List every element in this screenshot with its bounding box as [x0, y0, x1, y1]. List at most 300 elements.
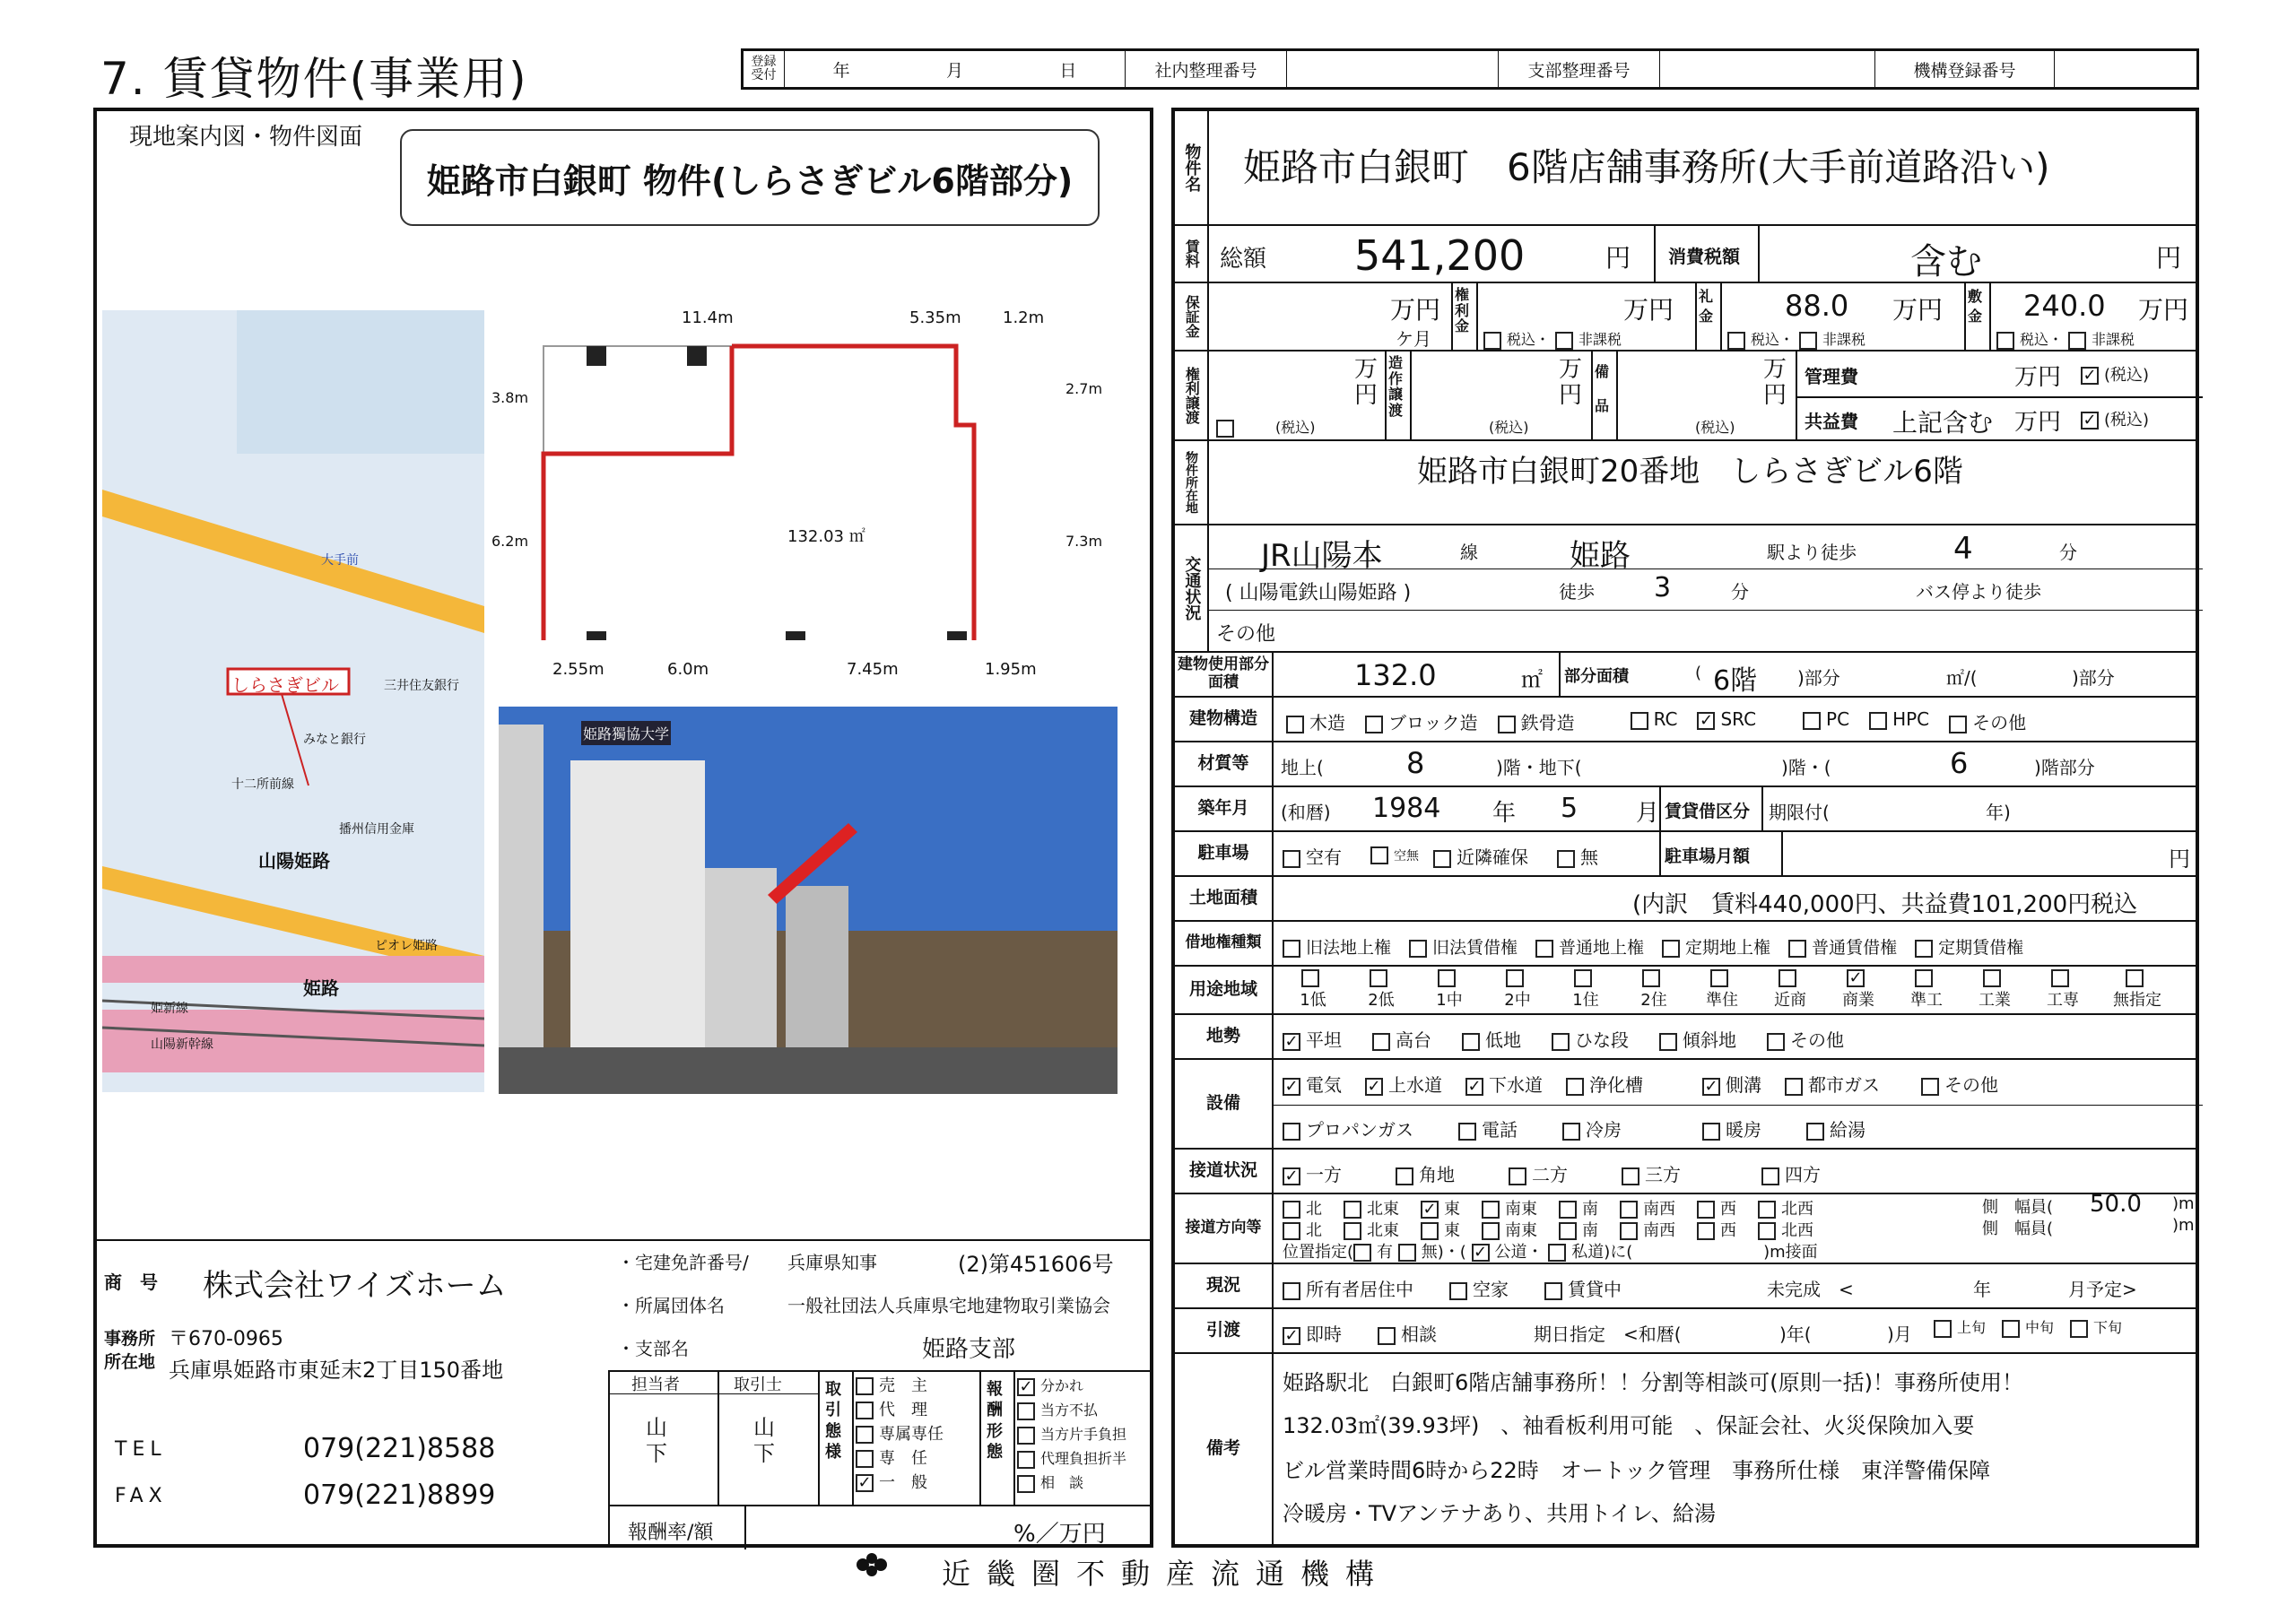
leasehold-opt-1: 旧法賃借権	[1432, 938, 1518, 958]
row-area: 建物使用部分面積 132.0 ㎡ 部分面積 ( 6階 )部分 ㎡/( )部分	[1175, 653, 2196, 698]
sen-label: 線	[1460, 542, 1478, 563]
office-label-1: 事務所	[104, 1329, 156, 1349]
rei-zeikomi: 税込・	[1751, 331, 1795, 348]
rei-man: 万円	[1892, 295, 1944, 325]
private-road: 私道)に(	[1571, 1243, 1633, 1262]
dir2-cb-6[interactable]	[1697, 1222, 1715, 1240]
leasehold-cb-0[interactable]	[1283, 940, 1300, 958]
equip1-cb-0[interactable]: ✓	[1283, 1078, 1300, 1096]
above-label: 地上(	[1281, 757, 1324, 778]
hoshu-cb-1[interactable]	[1017, 1402, 1035, 1420]
transfer-zeikomi: (税込)	[1275, 419, 1316, 436]
zoning-cb-7[interactable]	[1779, 969, 1796, 987]
mikansei-yotei: 月予定>	[2068, 1279, 2137, 1300]
association-name: 一般社団法人兵庫県宅地建物取引業協会	[787, 1295, 1110, 1316]
jo-cb[interactable]	[1934, 1320, 1952, 1338]
row-status	[1175, 1264, 2196, 1309]
road-cb-1[interactable]	[1396, 1167, 1413, 1185]
company-zip: 〒670-0965	[169, 1328, 283, 1350]
reg-year: 年	[832, 60, 850, 81]
walk-label: 駅より徒歩	[1767, 542, 1857, 563]
zoning-opt-4: 1住	[1572, 991, 1599, 1010]
org-no-field[interactable]	[2055, 51, 2196, 87]
structure-cb-4[interactable]: ✓	[1697, 712, 1715, 730]
road-opt-0: 一方	[1306, 1164, 1342, 1185]
parking-cb-3[interactable]	[1557, 850, 1575, 868]
zoning-cb-5[interactable]	[1642, 969, 1660, 987]
zoning-opt-8: 商業	[1842, 991, 1874, 1010]
internal-no-field[interactable]	[1287, 51, 1499, 87]
leasehold-cb-5[interactable]	[1915, 940, 1933, 958]
deposit-kagetsu: ケ月	[1396, 328, 1431, 350]
dir2-opt-6: 西	[1720, 1221, 1736, 1240]
structure-cb-1[interactable]	[1365, 716, 1383, 733]
delivery-cb-0[interactable]: ✓	[1283, 1327, 1300, 1345]
row-terrain	[1175, 1015, 2196, 1060]
dim-left-1: 3.8m	[491, 389, 529, 406]
dir2-opt-4: 南	[1582, 1221, 1598, 1240]
row-equip	[1175, 1060, 2196, 1150]
dir1-opt-1: 北東	[1367, 1200, 1399, 1219]
hoshu-cb-3[interactable]	[1017, 1451, 1035, 1469]
traffic-other: その他	[1216, 623, 1276, 646]
dir2-cb-1[interactable]	[1344, 1222, 1361, 1240]
above-floors: 8	[1406, 746, 1425, 780]
road-cb-2[interactable]	[1509, 1167, 1526, 1185]
zoning-label: 用途地域	[1175, 967, 1274, 1013]
material-label: 材質等	[1175, 742, 1274, 785]
alt-min-unit: 分	[1731, 581, 1749, 603]
right-panel	[1171, 108, 2199, 1548]
terrain-cb-1[interactable]	[1372, 1033, 1390, 1051]
row-name	[1175, 111, 2196, 226]
equip1-cb-4[interactable]: ✓	[1702, 1078, 1720, 1096]
part-bubun-2: )部分	[2072, 667, 2115, 689]
row-built	[1175, 787, 2196, 832]
status-cb-1[interactable]	[1449, 1282, 1467, 1300]
hoshu-opt-2: 当方片手負担	[1040, 1426, 1127, 1443]
reg-label-1: 登録	[751, 54, 777, 69]
total-yen: 円	[1605, 243, 1631, 273]
shiki-hikazei: 非課税	[2092, 331, 2135, 348]
row-parking	[1175, 832, 2196, 877]
leasehold-opt-3: 定期地上権	[1685, 938, 1771, 958]
equip2-cb-4[interactable]	[1806, 1123, 1824, 1141]
map-otemae-label: 大手前	[321, 553, 359, 568]
license-label: ・宅建免許番号/	[617, 1252, 749, 1273]
rent-label: 賃料	[1175, 226, 1209, 282]
zoning-opt-2: 1中	[1436, 991, 1463, 1010]
zoning-opt-10: 工業	[1979, 991, 2011, 1010]
dir2-opt-2: 東	[1444, 1221, 1460, 1240]
hoshu-cb-4[interactable]	[1017, 1475, 1035, 1493]
leasehold-opt-4: 普通賃借権	[1812, 938, 1898, 958]
row-rent	[1175, 226, 2196, 283]
built-label: 築年月	[1175, 787, 1274, 830]
organization-logo-icon	[852, 1551, 891, 1578]
dir2-cb-5[interactable]	[1620, 1222, 1638, 1240]
dir1-opt-3: 南東	[1505, 1200, 1537, 1219]
tax-label: 消費税額	[1668, 246, 1740, 267]
torihiki-cb-3[interactable]	[856, 1450, 874, 1468]
structure-cb-2[interactable]	[1498, 716, 1516, 733]
built-month: 5	[1561, 793, 1578, 824]
equip2-opt-4: 給湯	[1830, 1119, 1866, 1141]
terrain-opt-4: 傾斜地	[1683, 1029, 1736, 1051]
ge-cb[interactable]	[2070, 1320, 2088, 1338]
row-material	[1175, 742, 2196, 787]
shiki-value: 240.0	[2023, 289, 2106, 323]
direction-label: 接道方向等	[1175, 1194, 1274, 1263]
map-mitsui-label: 三井住友銀行	[384, 679, 459, 693]
map-building-label: しらさぎビル	[231, 674, 339, 696]
parking-cb-1[interactable]	[1370, 846, 1388, 864]
kyoeki-value: 上記含む	[1892, 408, 1994, 438]
reg-month: 月	[945, 60, 963, 81]
parking-opt-1: 空無	[1394, 849, 1419, 864]
dir1-cb-4[interactable]	[1559, 1201, 1577, 1219]
mikansei-label: 未完成 <	[1767, 1279, 1854, 1300]
parking-cb-2[interactable]	[1433, 850, 1451, 868]
remarks-label: 備考	[1175, 1354, 1274, 1544]
mikansei-nen: 年	[1973, 1279, 1991, 1300]
rei-value: 88.0	[1785, 289, 1849, 323]
dim-bottom-2: 6.0m	[667, 660, 709, 679]
built-nen: 年	[1492, 800, 1517, 827]
parking-opt-2: 近隣確保	[1457, 846, 1528, 868]
structure-opt-5: PC	[1826, 708, 1850, 730]
structure-cb-5[interactable]	[1803, 712, 1821, 730]
equip2-opt-0: プロパンガス	[1306, 1119, 1413, 1141]
row-deposit	[1175, 283, 2196, 352]
dir2-cb-2[interactable]	[1421, 1222, 1439, 1240]
rate-value: %／万円	[1013, 1521, 1106, 1548]
terrain-cb-4[interactable]	[1659, 1033, 1677, 1051]
terrain-cb-0[interactable]: ✓	[1283, 1033, 1300, 1051]
staff-v1: 山下	[646, 1415, 667, 1466]
dir2-cb-0[interactable]	[1283, 1222, 1300, 1240]
dir1-cb-2[interactable]: ✓	[1421, 1201, 1439, 1219]
zoning-cb-8[interactable]: ✓	[1847, 969, 1865, 987]
equip1-opt-2: 下水道	[1489, 1074, 1543, 1096]
equip2-cb-0[interactable]	[1283, 1123, 1300, 1141]
walk-minutes: 4	[1953, 531, 1973, 567]
zoning-cb-2[interactable]	[1438, 969, 1456, 987]
road-cb-4[interactable]	[1761, 1167, 1779, 1185]
dir1-cb-5[interactable]	[1620, 1201, 1638, 1219]
structure-opt-7: その他	[1972, 712, 2027, 733]
kenri-hikazei-cb[interactable]	[1555, 332, 1573, 350]
footer-org-name: 近畿圏不動産流通機構	[942, 1557, 1391, 1591]
status-cb-0[interactable]	[1283, 1282, 1300, 1300]
equip2-opt-1: 電話	[1482, 1119, 1518, 1141]
kyoeki-cb[interactable]: ✓	[2081, 412, 2099, 430]
transfer-cb[interactable]	[1216, 420, 1234, 438]
equip1-cb-1[interactable]: ✓	[1365, 1078, 1383, 1096]
area-label: 建物使用部分面積	[1175, 653, 1274, 696]
leasehold-cb-1[interactable]	[1409, 940, 1427, 958]
zosaku-man: 万円	[1559, 356, 1583, 409]
zosaku-label: 造作譲渡	[1388, 354, 1404, 419]
fax-label: FAX	[115, 1485, 168, 1507]
structure-cb-7[interactable]	[1949, 716, 1967, 733]
bihin-label: 備品	[1595, 363, 1610, 415]
tax-yen: 円	[2156, 243, 2182, 273]
property-address: 姫路市白銀町20番地 しらさぎビル6階	[1417, 454, 1963, 490]
lease-value-2: 年)	[1986, 802, 2011, 823]
dir1-cb-7[interactable]	[1758, 1201, 1776, 1219]
dir2-cb-4[interactable]	[1559, 1222, 1577, 1240]
remark-line-1: 姫路駅北 白銀町6階店舗事務所！！分割等相談可(原則一括)！事務所使用！	[1283, 1370, 2023, 1395]
status-opt-0: 所有者居住中	[1306, 1279, 1413, 1300]
delivery-opt-0: 即時	[1306, 1324, 1342, 1345]
kijitsu-tsuki: )月	[1887, 1324, 1912, 1345]
equip1-cb-3[interactable]	[1566, 1078, 1584, 1096]
private-road-cb[interactable]	[1548, 1244, 1566, 1262]
kyoeki-label: 共益費	[1805, 411, 1858, 432]
map-caption: 現地案内図・物件図面	[129, 124, 363, 151]
kanri-man: 万円	[2014, 364, 2062, 391]
dir2-opt-1: 北東	[1367, 1221, 1399, 1240]
width-value: 50.0	[2090, 1191, 2142, 1218]
hoshu-opt-0: 分かれ	[1040, 1377, 1084, 1394]
structure-label: 建物構造	[1175, 698, 1274, 741]
staff-v2: 山下	[753, 1415, 775, 1466]
terrain-label: 地勢	[1175, 1015, 1274, 1058]
shiki-zeikomi-cb[interactable]	[1996, 332, 2014, 350]
structure-opt-0: 木造	[1309, 712, 1345, 733]
building-photo	[499, 707, 1118, 1094]
delivery-label: 引渡	[1175, 1309, 1274, 1352]
equip1-opt-0: 電気	[1306, 1074, 1342, 1096]
kenri-zeikomi-cb[interactable]	[1483, 332, 1501, 350]
map-sanyo-label: 山陽姫路	[258, 850, 330, 872]
dir1-cb-0[interactable]	[1283, 1201, 1300, 1219]
registration-bar	[741, 48, 2199, 90]
remark-line-3: ビル営業時間6時から22時 オートック管理 事務所仕様 東洋警備保障	[1283, 1458, 1991, 1483]
branch-no-field[interactable]	[1660, 51, 1875, 87]
dir1-opt-7: 北西	[1781, 1200, 1813, 1219]
public-road-cb[interactable]: ✓	[1472, 1244, 1490, 1262]
hoshu-cb-0[interactable]: ✓	[1017, 1378, 1035, 1396]
equip1-cb-6[interactable]	[1921, 1078, 1939, 1096]
built-year: 1984	[1372, 793, 1441, 824]
rei-zeikomi-cb[interactable]	[1727, 332, 1745, 350]
alt-walk-minutes: 3	[1654, 572, 1672, 603]
map-minato-label: みなと銀行	[303, 733, 366, 747]
kanri-cb[interactable]: ✓	[2081, 367, 2099, 385]
zoning-cb-0[interactable]	[1301, 969, 1319, 987]
zoning-cb-11[interactable]	[2051, 969, 2069, 987]
parking-opt-3: 無	[1580, 846, 1598, 868]
parking-fee-yen: 円	[2169, 846, 2190, 872]
kanri-zeikomi: (税込)	[2104, 366, 2150, 385]
zosaku-zeikomi: (税込)	[1489, 419, 1529, 436]
zoning-cb-10[interactable]	[1983, 969, 2001, 987]
hoshu-opt-1: 当方不払	[1040, 1402, 1099, 1419]
shiki-hikazei-cb[interactable]	[2068, 332, 2086, 350]
leasehold-cb-3[interactable]	[1662, 940, 1680, 958]
rei-label: 礼金	[1699, 288, 1714, 325]
delivery-cb-1[interactable]	[1378, 1327, 1396, 1345]
road-opt-1: 角地	[1419, 1164, 1455, 1185]
branch-no-label: 支部整理番号	[1499, 51, 1660, 87]
floor-value: 6	[1950, 746, 1969, 780]
remark-line-4: 冷暖房・TVアンテナあり、共用トイレ、給湯	[1283, 1501, 1716, 1526]
kyoeki-zeikomi: (税込)	[2104, 411, 2150, 430]
rei-hikazei: 非課税	[1822, 331, 1866, 348]
kijitsu-label: 期日指定 <和暦(	[1534, 1324, 1682, 1345]
row-remarks	[1175, 1354, 2196, 1544]
row-land	[1175, 877, 2196, 922]
lease-value: 期限付(	[1769, 802, 1830, 823]
terrain-opt-1: 高台	[1396, 1029, 1431, 1051]
status-opt-1: 空家	[1473, 1279, 1509, 1300]
company-name: 株式会社ワイズホーム	[203, 1268, 507, 1304]
reg-day: 日	[1059, 60, 1077, 81]
floor-area-label: 132.03 ㎡	[787, 527, 865, 546]
zoning-cb-1[interactable]	[1370, 969, 1387, 987]
dir2-cb-3[interactable]	[1482, 1222, 1500, 1240]
traffic-label: 交通状況	[1175, 525, 1209, 651]
chu-cb[interactable]	[2002, 1320, 2020, 1338]
equip1-opt-3: 浄化槽	[1589, 1074, 1643, 1096]
equip2-cb-1[interactable]	[1458, 1123, 1476, 1141]
shiki-zeikomi: 税込・	[2020, 331, 2064, 348]
structure-cb-6[interactable]	[1869, 712, 1887, 730]
internal-no-label: 社内整理番号	[1126, 51, 1287, 87]
terrain-cb-3[interactable]	[1552, 1033, 1570, 1051]
row-leasehold	[1175, 922, 2196, 967]
office-label-2: 所在地	[104, 1352, 156, 1372]
branch-label: ・支部名	[617, 1338, 689, 1359]
ge-label: 下旬	[2093, 1319, 2123, 1336]
dir1-cb-1[interactable]	[1344, 1201, 1361, 1219]
hoshu-cb-2[interactable]	[1017, 1427, 1035, 1445]
torihiki-cb-0[interactable]	[856, 1377, 874, 1395]
torihiki-cb-2[interactable]	[856, 1426, 874, 1444]
terrain-opt-5: その他	[1790, 1029, 1844, 1051]
dir2-opt-3: 南東	[1505, 1221, 1537, 1240]
dir2-opt-0: 北	[1306, 1221, 1322, 1240]
dir1-opt-6: 西	[1720, 1200, 1736, 1219]
address-label: 物件所在地	[1175, 441, 1209, 524]
equip1-opt-1: 上水道	[1388, 1074, 1442, 1096]
terrain-cb-2[interactable]	[1462, 1033, 1480, 1051]
transfer-label: 権利譲渡	[1175, 352, 1209, 439]
map-juni-label: 十二所前線	[231, 777, 294, 792]
terrain-cb-5[interactable]	[1767, 1033, 1785, 1051]
rei-hikazei-cb[interactable]	[1799, 332, 1817, 350]
zoning-opt-9: 準工	[1910, 991, 1943, 1010]
torihiki-cb-1[interactable]	[856, 1402, 874, 1419]
chu-label: 中旬	[2025, 1319, 2055, 1336]
leasehold-cb-2[interactable]	[1535, 940, 1553, 958]
dim-top-2: 5.35m	[909, 308, 961, 327]
row-delivery	[1175, 1309, 2196, 1354]
leasehold-opt-5: 定期賃借権	[1938, 938, 2024, 958]
pos-no: 無)・(	[1421, 1243, 1466, 1262]
structure-cb-0[interactable]	[1286, 716, 1304, 733]
area-value: 132.0	[1354, 658, 1437, 692]
width-label-2: 側 幅員(	[1982, 1219, 2054, 1238]
dir1-cb-3[interactable]	[1482, 1201, 1500, 1219]
torihiki-cb-4[interactable]: ✓	[856, 1474, 874, 1492]
kai-label: )階・地下(	[1496, 757, 1582, 778]
status-cb-2[interactable]	[1544, 1282, 1562, 1300]
land-note: (内訳 賃料440,000円、共益費101,200円税込	[1632, 891, 2138, 918]
equip1-opt-6: その他	[1944, 1074, 1998, 1096]
map-hiroshima-label: 姫新線	[151, 1002, 188, 1016]
dim-left-2: 6.2m	[491, 533, 529, 550]
kyoeki-man: 万円	[2014, 409, 2062, 436]
structure-cb-3[interactable]	[1631, 712, 1648, 730]
zoning-cb-12[interactable]	[2126, 969, 2144, 987]
org-no-label: 機構登録番号	[1875, 51, 2055, 87]
part-area-label: 部分面積	[1564, 667, 1629, 686]
road-opt-4: 四方	[1785, 1164, 1821, 1185]
terrain-opt-2: 低地	[1485, 1029, 1521, 1051]
torihiki-opt-3: 専 任	[879, 1449, 927, 1468]
hoshu-label: 報酬形態	[987, 1380, 1003, 1462]
dir1-cb-6[interactable]	[1697, 1201, 1715, 1219]
company-address: 兵庫県姫路市東延末2丁目150番地	[169, 1358, 504, 1383]
dim-top-3: 1.2m	[1003, 308, 1045, 327]
row-road	[1175, 1150, 2196, 1194]
alt-walk-label: 徒歩	[1559, 581, 1595, 603]
width-m-1: )m	[2172, 1194, 2195, 1213]
road-cb-0[interactable]: ✓	[1283, 1167, 1300, 1185]
width-m-2: )m	[2172, 1216, 2195, 1235]
built-tsuki: 月	[1636, 800, 1660, 827]
deposit-label: 保証金	[1175, 283, 1209, 350]
area-unit: ㎡	[1521, 667, 1543, 692]
dir2-cb-7[interactable]	[1758, 1222, 1776, 1240]
leasehold-opt-2: 普通地上権	[1559, 938, 1645, 958]
structure-opt-2: 鉄骨造	[1520, 712, 1575, 733]
zoning-cb-3[interactable]	[1506, 969, 1524, 987]
kanri-label: 管理費	[1805, 366, 1858, 387]
zoning-cb-6[interactable]	[1710, 969, 1728, 987]
license-number: (2)第451606号	[958, 1252, 1114, 1277]
equip1-cb-5[interactable]	[1785, 1078, 1803, 1096]
zoning-cb-4[interactable]	[1574, 969, 1592, 987]
page-title: 7. 賃貸物件(事業用)	[100, 53, 528, 105]
parking-cb-0[interactable]	[1283, 850, 1300, 868]
part-bubun: )部分	[1797, 667, 1840, 689]
pos-yes-cb[interactable]	[1353, 1244, 1371, 1262]
shiki-man: 万円	[2138, 295, 2189, 325]
equip1-opt-4: 側溝	[1726, 1074, 1761, 1096]
road-cb-3[interactable]	[1622, 1167, 1639, 1185]
dim-top-1: 11.4m	[682, 308, 734, 327]
left-panel	[93, 108, 1153, 1548]
dir1-opt-5: 南西	[1643, 1200, 1675, 1219]
leasehold-cb-4[interactable]	[1788, 940, 1806, 958]
road-opt-3: 三方	[1645, 1164, 1681, 1185]
pos-yes: 有	[1377, 1243, 1394, 1262]
structure-opt-4: SRC	[1720, 708, 1757, 730]
zoning-cb-9[interactable]	[1915, 969, 1933, 987]
torihiki-label: 取引態様	[825, 1380, 841, 1462]
equip2-opt-3: 暖房	[1726, 1119, 1761, 1141]
terrain-opt-3: ひな段	[1575, 1029, 1629, 1051]
equip2-cb-3[interactable]	[1702, 1123, 1720, 1141]
dir2-opt-5: 南西	[1643, 1221, 1675, 1240]
equip2-cb-2[interactable]	[1562, 1123, 1580, 1141]
pos-no-cb[interactable]	[1398, 1244, 1416, 1262]
equip1-cb-2[interactable]: ✓	[1465, 1078, 1483, 1096]
